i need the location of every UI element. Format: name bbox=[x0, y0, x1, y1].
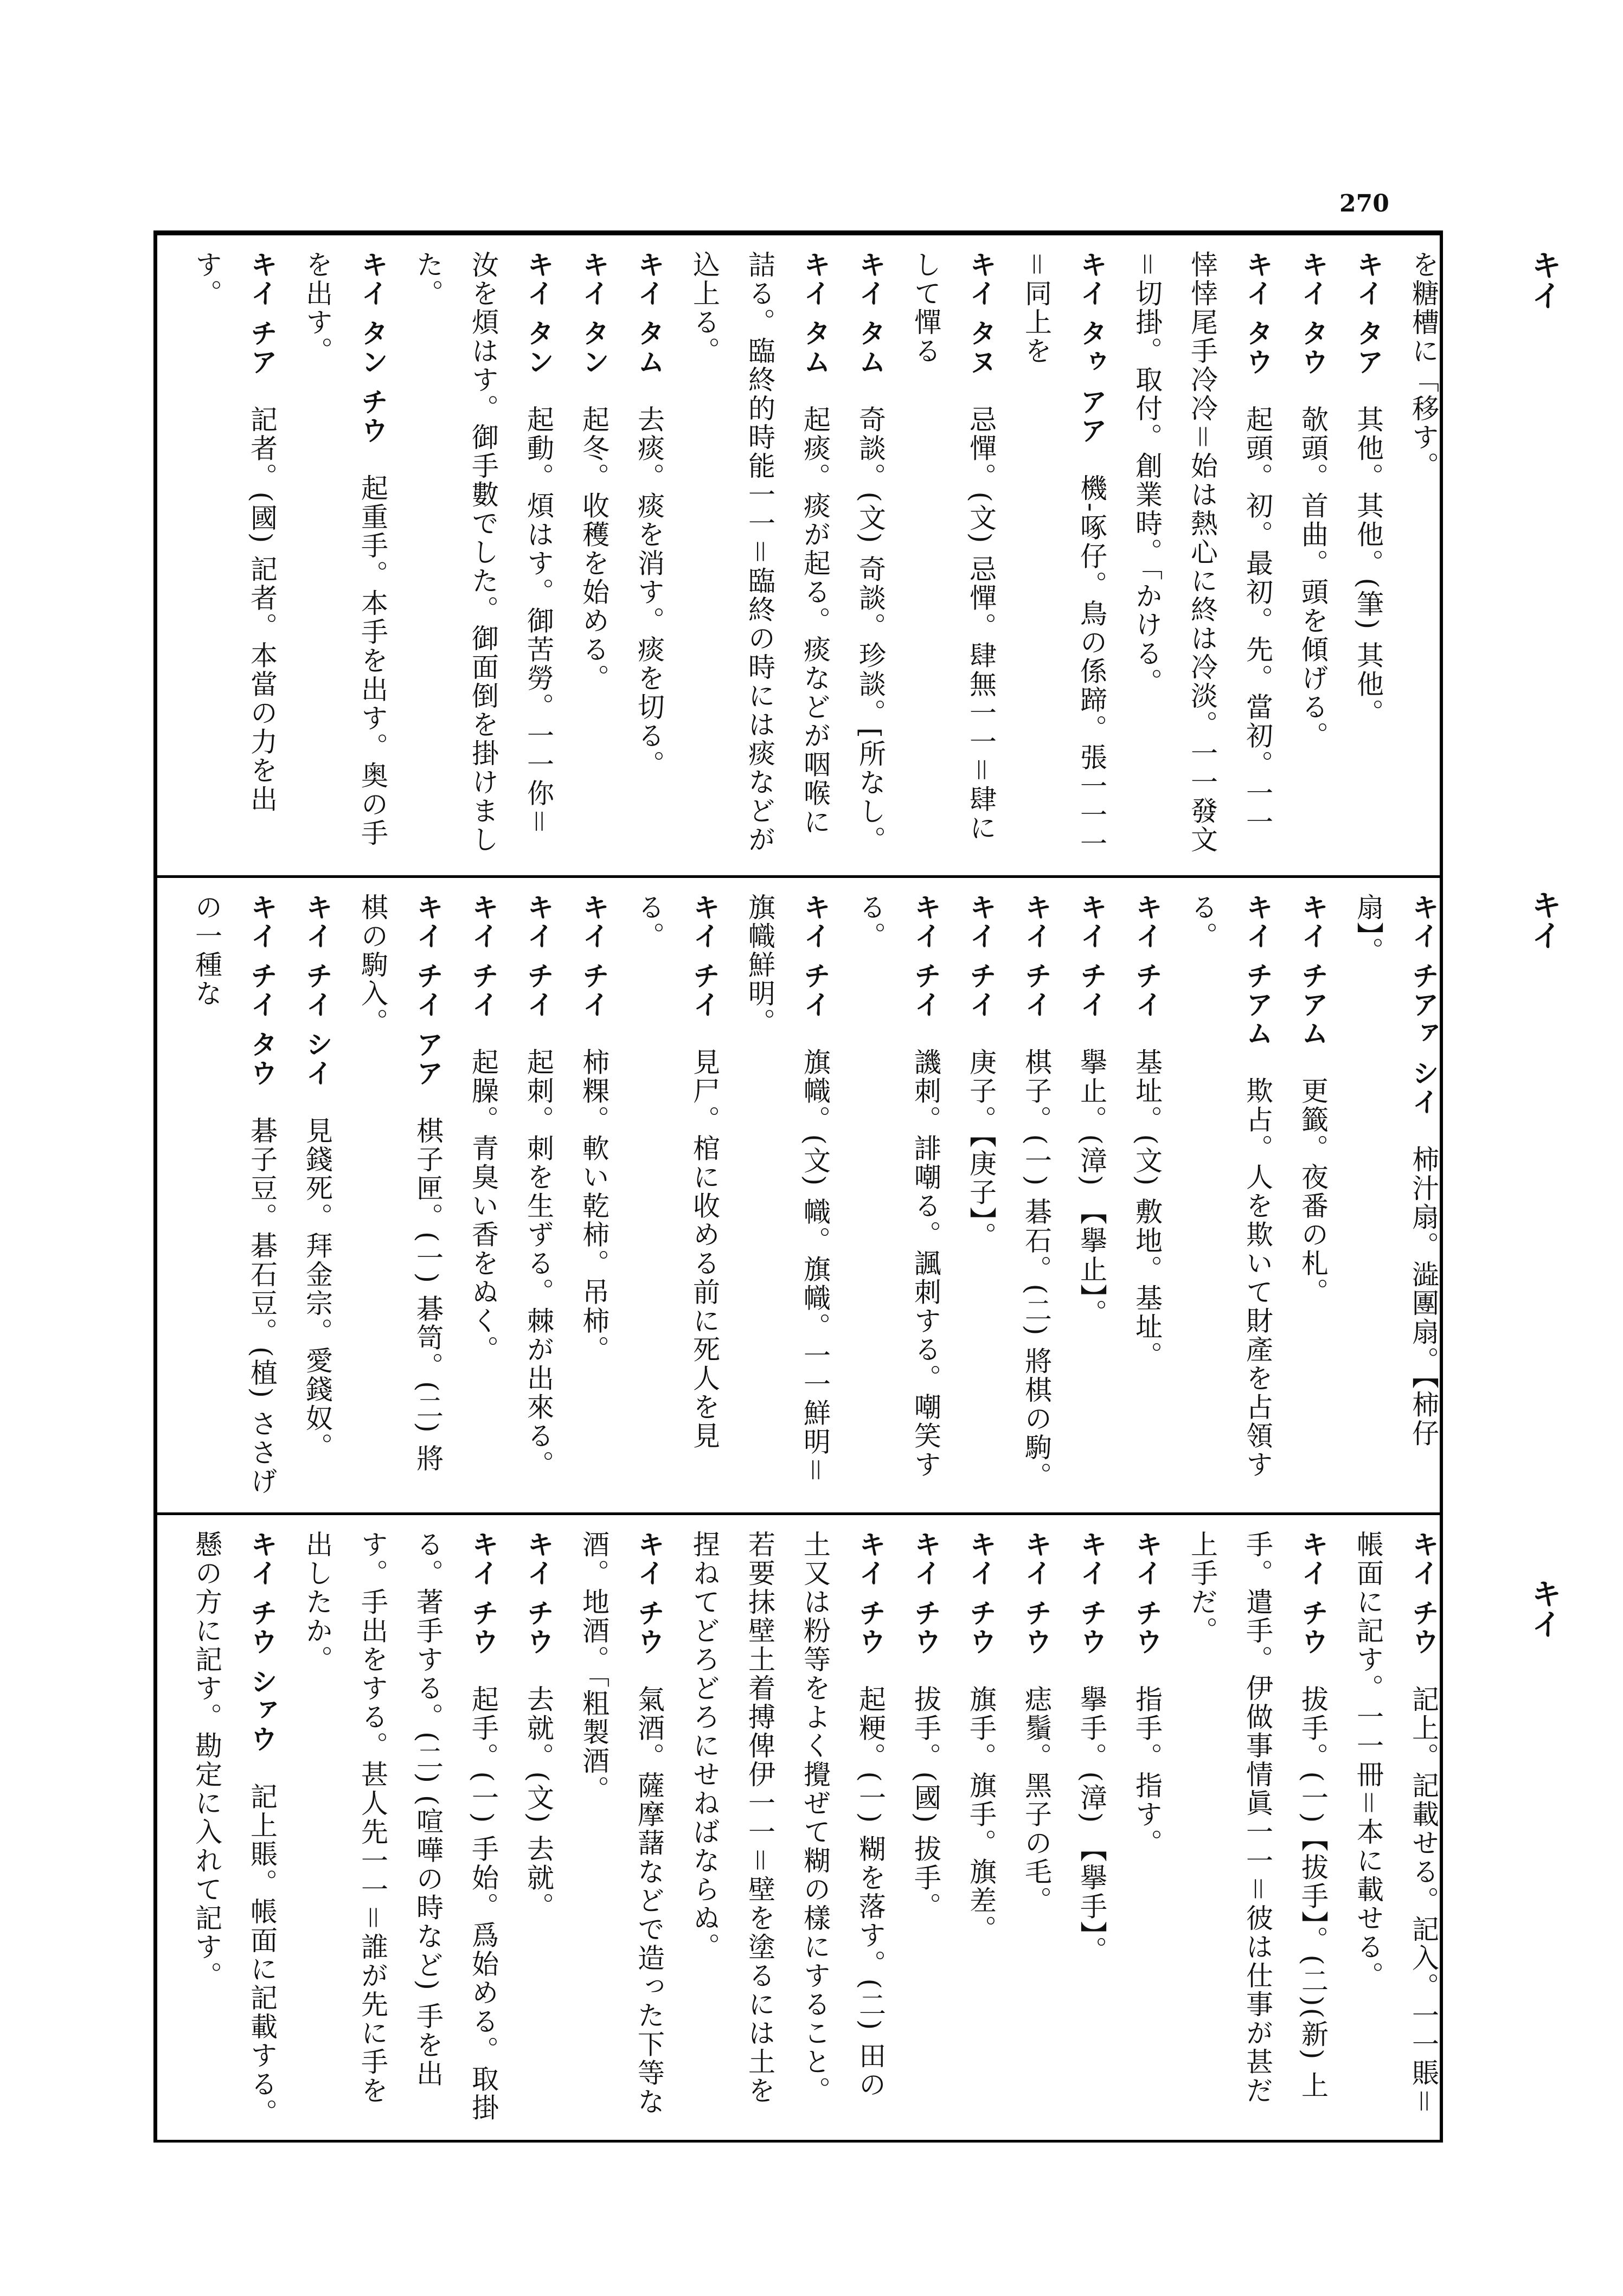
dictionary-frame bbox=[153, 230, 1443, 2143]
entry-definition: 譏刺。誹嘲る。諷刺する。嘲笑する。 bbox=[855, 893, 941, 1479]
dictionary-entry bbox=[1009, 893, 1064, 1499]
dictionary-entry bbox=[1009, 1530, 1064, 2128]
entry-reading: キイ チアム bbox=[1297, 893, 1329, 1048]
entry-reading: キイ チイ bbox=[578, 893, 610, 1019]
entry-reading: キイ チイ bbox=[467, 893, 499, 1019]
dictionary-section-middle bbox=[157, 878, 1440, 1510]
dictionary-entry bbox=[400, 251, 566, 862]
entry-reading: キイ チウ bbox=[1408, 1530, 1440, 1657]
entry-definition: 擧止。(漳) 【擧止】。 bbox=[1076, 1048, 1107, 1328]
dictionary-entry bbox=[179, 893, 290, 1499]
entry-reading: キイ チウ bbox=[910, 1530, 942, 1657]
entry-reading: キイ タン チウ bbox=[357, 251, 389, 445]
entry-definition: 起重手。本手を出す。奥の手を出す。 bbox=[301, 251, 388, 848]
dictionary-entry bbox=[1119, 251, 1285, 862]
entry-definition: 其他。其他。(筆) 其他。 bbox=[1352, 405, 1384, 728]
dictionary-section-top bbox=[157, 235, 1440, 873]
dictionary-entry bbox=[898, 1530, 953, 2128]
entry-reading: キイ タウ bbox=[1297, 251, 1329, 377]
entry-reading: キイ タム bbox=[799, 251, 831, 377]
entry-definition: 奇談。(文) 奇談。珍談。[所なし。 bbox=[855, 405, 886, 855]
entry-reading: キイ タム bbox=[855, 251, 887, 377]
entry-definition: 起臊。青臭い香をぬく。 bbox=[467, 1048, 499, 1364]
entry-definition: 起冬。收穫を始める。 bbox=[578, 405, 610, 693]
dictionary-entry bbox=[1009, 251, 1119, 862]
dictionary-entry bbox=[1175, 1530, 1340, 2128]
side-index-bottom: キイ bbox=[1526, 1578, 1562, 1639]
entry-reading: キイ タム bbox=[633, 251, 665, 377]
dictionary-entry bbox=[1119, 1530, 1175, 2128]
entry-reading: キイ タン bbox=[523, 251, 555, 377]
entry-reading: キイ チア bbox=[246, 251, 278, 377]
dictionary-entry bbox=[566, 1530, 677, 2128]
entry-definition: 起手。(一) 手始。爲始める。取掛る。著手する。(二) (喧嘩の時など) 手を出す。手出をする。甚人先一一＝誰が先に手を出したか。 bbox=[301, 1530, 499, 2122]
dictionary-entry bbox=[953, 893, 1009, 1499]
entry-reading: キイ チウ bbox=[1131, 1530, 1163, 1657]
entry-reading: キイ タン bbox=[578, 251, 610, 377]
entry-columns-bottom bbox=[179, 1530, 1440, 2128]
dictionary-entry bbox=[1064, 893, 1119, 1499]
dictionary-entry bbox=[179, 1530, 290, 2128]
side-index-top: キイ bbox=[1526, 249, 1562, 310]
entry-definition: 氣酒。薩摩藷などで造った下等な酒。地酒。「粗製酒。 bbox=[578, 1530, 665, 2117]
dictionary-entry bbox=[677, 1530, 898, 2128]
entry-reading: キイ チウ bbox=[965, 1530, 997, 1657]
page-number: 270 bbox=[1339, 190, 1389, 217]
entry-definition: 起動。煩はす。御苦勞。一一你＝汝を煩はす。御手數でした。御面倒を掛けました。 bbox=[412, 251, 554, 854]
dictionary-entry bbox=[953, 1530, 1009, 2128]
entry-reading: キイ タウ bbox=[1242, 251, 1274, 377]
dictionary-entry bbox=[1175, 893, 1285, 1499]
entry-definition: 柿汁扇。澁團扇。【柿仔扇】。 bbox=[1352, 893, 1439, 1448]
entry-definition: 機-啄仔。鳥の係蹄。張一一一＝同上を bbox=[1021, 251, 1107, 858]
dictionary-entry bbox=[843, 893, 953, 1499]
entry-definition: 痣鬚。黑子の毛。 bbox=[1021, 1685, 1052, 1915]
dictionary-entry bbox=[1396, 251, 1440, 862]
dictionary-entry bbox=[677, 251, 843, 862]
entry-definition: 拔手。(國) 拔手。 bbox=[910, 1685, 941, 1921]
entry-definition: 棋子匣。(一) 碁笥。(二) 將棋の駒入。 bbox=[357, 893, 444, 1473]
entry-reading: キイ チイ bbox=[689, 893, 721, 1019]
entry-definition: 擧手。(漳) 【擧手】。 bbox=[1076, 1685, 1107, 1965]
dictionary-entry bbox=[1340, 1530, 1440, 2128]
entry-reading: キイ タア bbox=[1352, 251, 1384, 377]
entry-definition: 欹頭。首曲。頭を傾げる。 bbox=[1297, 405, 1329, 751]
dictionary-entry bbox=[1340, 251, 1396, 862]
dictionary-entry bbox=[1285, 251, 1340, 862]
entry-reading: キイ チイ bbox=[1021, 893, 1053, 1019]
entry-definition: 見錢死。拜金宗。愛錢奴。 bbox=[301, 1116, 333, 1461]
entry-reading: キイ チイ アア bbox=[412, 893, 444, 1088]
entry-definition: 棋子。(一) 碁石。(二) 將棋の駒。 bbox=[1021, 1048, 1052, 1491]
entry-definition: 欺占。人を欺いて財產を占領する。 bbox=[1186, 893, 1273, 1479]
dictionary-entry bbox=[566, 893, 621, 1499]
dictionary-entry bbox=[290, 1530, 511, 2128]
entry-definition: 去就。(文) 去就。 bbox=[523, 1685, 554, 1921]
dictionary-entry bbox=[511, 1530, 566, 2128]
entry-definition: 記上。記載せる。記入。一一賬＝帳面に記す。一一冊＝本に載せる。 bbox=[1352, 1530, 1439, 2117]
entry-reading: キイ チウ bbox=[1076, 1530, 1108, 1657]
dictionary-section-bottom bbox=[157, 1515, 1440, 2139]
entry-definition: 忌憚。(文) 忌憚。肆無一一＝肆にして憚る bbox=[910, 251, 997, 843]
entry-definition: 旗幟。(文) 幟。旗幟。一一鮮明＝旗幟鮮明。 bbox=[744, 893, 831, 1485]
entry-definition: 更籤。夜番の札。 bbox=[1297, 1076, 1329, 1307]
entry-reading: キイ チイ bbox=[523, 893, 555, 1019]
entry-definition: 起刺。刺を生ずる。棘が出來る。 bbox=[523, 1048, 554, 1479]
entry-reading: キイ チイ bbox=[1076, 893, 1108, 1019]
entry-definition: 起痰。痰が起る。痰などが咽喉に詰る。臨終的時能一一＝臨終の時には痰などが込上る。 bbox=[689, 251, 831, 854]
dictionary-entry bbox=[843, 251, 898, 862]
dictionary-entry bbox=[179, 251, 290, 862]
dictionary-entry bbox=[1064, 1530, 1119, 2128]
entry-reading: キイ チウ bbox=[467, 1530, 499, 1657]
entry-definition: 起粳。(一) 糊を落す。(二) 田の土又は粉等をよく攪ぜて糊の樣にすること。若要抹壁土着搏俾伊一一＝壁を塗るには土を捏ねてどろどろにせねばならぬ。 bbox=[689, 1530, 886, 2105]
dictionary-entry bbox=[621, 893, 732, 1499]
entry-reading: キイ チウ bbox=[633, 1530, 665, 1657]
dictionary-entry bbox=[1340, 893, 1440, 1499]
entry-reading: キイ チアァ シイ bbox=[1408, 893, 1440, 1117]
dictionary-entry bbox=[621, 251, 677, 862]
entry-definition: 碁子豆。碁石豆。(植) ささげの一種な bbox=[191, 893, 278, 1496]
entry-reading: キイ チイ bbox=[1131, 893, 1163, 1019]
entry-definition: 記上賬。帳面に記載する。懸の方に記す。勘定に入れて記す。 bbox=[191, 1530, 278, 2127]
entry-reading: キイ チイ bbox=[799, 893, 831, 1019]
entry-definition: 拔手。(一)【拔手】。(二)(新) 上手。遣手。伊做事情眞一一＝彼は仕事が甚だ上手だ。 bbox=[1186, 1530, 1329, 2105]
entry-definition: を糖槽に「移す。 bbox=[1408, 251, 1439, 480]
entry-reading: キイ チウ シァウ bbox=[246, 1530, 278, 1754]
entry-reading: キイ チウ bbox=[855, 1530, 887, 1657]
entry-definition: 指手。指す。 bbox=[1131, 1685, 1163, 1858]
entry-definition: 去痰。痰を消す。痰を切る。 bbox=[633, 405, 665, 779]
entry-definition: 庚子。【庚子】。 bbox=[965, 1048, 997, 1251]
dictionary-entry bbox=[898, 251, 1009, 862]
dictionary-entry bbox=[290, 893, 345, 1499]
entry-definition: 記者。(國) 記者。本當の力を出す。 bbox=[191, 251, 278, 814]
dictionary-entry bbox=[732, 893, 843, 1499]
entry-reading: キイ チイ タウ bbox=[246, 893, 278, 1088]
entry-definition: 見尸。棺に收める前に死人を見る。 bbox=[633, 893, 720, 1451]
side-index-middle: キイ bbox=[1526, 889, 1562, 950]
dictionary-entry bbox=[345, 893, 456, 1499]
entry-reading: キイ タヌ bbox=[965, 251, 997, 377]
entry-reading: キイ チイ bbox=[965, 893, 997, 1019]
entry-definition: 旗手。旗手。旗差。 bbox=[965, 1685, 997, 1944]
dictionary-entry bbox=[456, 893, 511, 1499]
entry-reading: キイ チイ bbox=[910, 893, 942, 1019]
entry-reading: キイ チウ bbox=[1297, 1530, 1329, 1657]
entry-reading: キイ チイ シイ bbox=[301, 893, 333, 1088]
entry-definition: 基址。(文) 敷地。基址。 bbox=[1131, 1048, 1163, 1370]
entry-reading: キイ チアム bbox=[1242, 893, 1274, 1048]
entry-definition: 起頭。初。最初。先。當初。一一悻悻尾手冷冷＝始は熱心に終は冷淡。一一發文＝切掛。取付。創業時。「かける。 bbox=[1131, 251, 1273, 854]
dictionary-entry bbox=[1285, 893, 1340, 1499]
entry-reading: キイ タゥ アア bbox=[1076, 251, 1108, 445]
entry-definition: 柿粿。軟い乾柿。吊柿。 bbox=[578, 1048, 610, 1364]
dictionary-entry bbox=[1119, 893, 1175, 1499]
entry-reading: キイ チウ bbox=[1021, 1530, 1053, 1657]
dictionary-entry bbox=[566, 251, 621, 862]
dictionary-entry bbox=[290, 251, 400, 862]
entry-reading: キイ チウ bbox=[523, 1530, 555, 1657]
entry-columns-middle bbox=[179, 893, 1440, 1499]
entry-columns-top bbox=[179, 251, 1440, 862]
dictionary-entry bbox=[511, 893, 566, 1499]
